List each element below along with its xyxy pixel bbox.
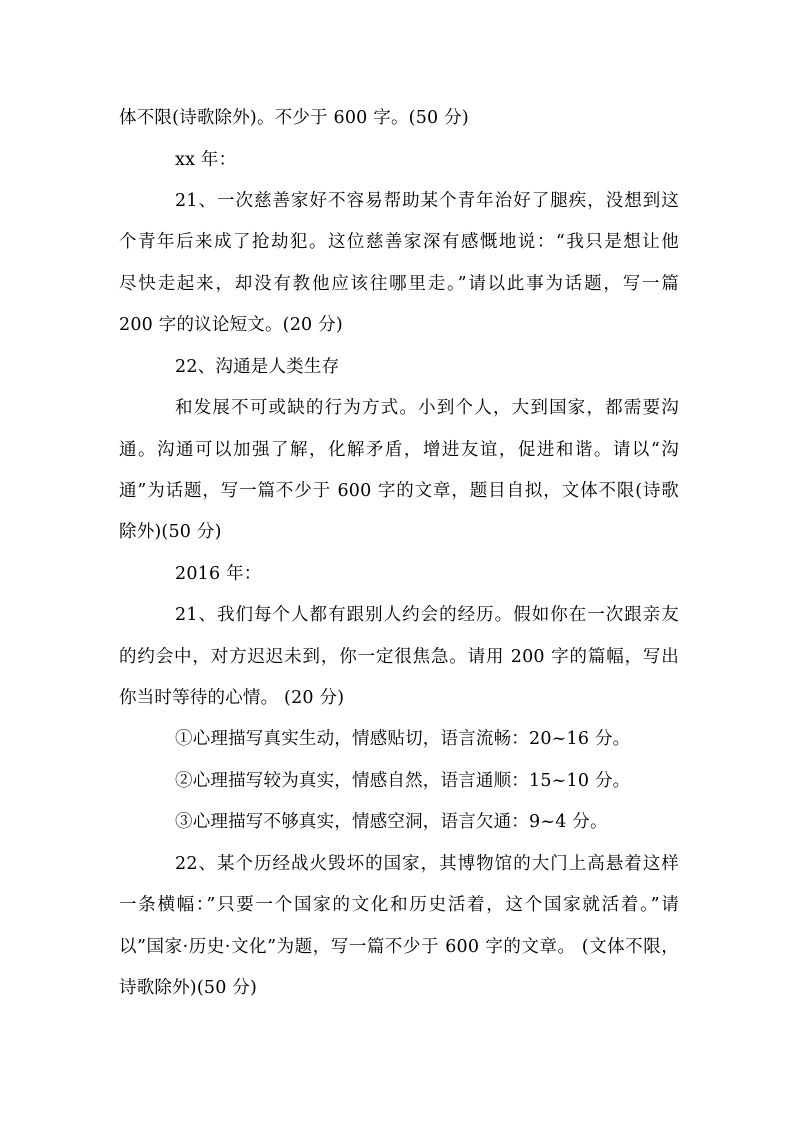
question-22-line: 22、某个历经战火毁坏的国家，其博物馆的大门上高悬着这样 [175, 854, 679, 874]
scoring-criterion: ③心理描写不够真实，情感空洞，语言欠通：9~4 分。 [175, 812, 608, 832]
scoring-criterion: ②心理描写较为真实，情感自然，语言通顺：15~10 分。 [175, 771, 631, 791]
text-line: 诗歌除外)(50 分) [119, 978, 258, 998]
text-line: 尽快走起来，却没有教他应该往哪里走。”请以此事为话题，写一篇 [119, 274, 679, 294]
text-line: 除外)(50 分) [119, 522, 222, 542]
year-heading: xx 年： [175, 150, 237, 170]
text-line: 你当时等待的心情。 (20 分) [119, 688, 345, 708]
text-line: 以”国家·历史·文化”为题，写一篇不少于 600 字的文章。 (文体不限， [119, 937, 679, 957]
text-line: 通”为话题，写一篇不少于 600 字的文章，题目自拟，文体不限(诗歌 [119, 481, 679, 501]
year-heading: 2016 年： [175, 564, 262, 584]
text-line: 通。沟通可以加强了解，化解矛盾，增进友谊，促进和谐。请以“沟 [119, 440, 679, 460]
question-22-line: 22、沟通是人类生存 [175, 357, 340, 377]
text-line: 和发展不可或缺的行为方式。小到个人，大到国家，都需要沟 [175, 398, 679, 418]
text-line: 个青年后来成了抢劫犯。这位慈善家深有感慨地说：“我只是想让他 [119, 232, 679, 252]
scoring-criterion: ①心理描写真实生动，情感贴切，语言流畅：20~16 分。 [175, 729, 631, 749]
text-line: 200 字的议论短文。(20 分) [119, 315, 343, 335]
question-21-line: 21、一次慈善家好不容易帮助某个青年治好了腿疾，没想到这 [175, 191, 679, 211]
question-21-line: 21、我们每个人都有跟别人约会的经历。假如你在一次跟亲友 [175, 605, 679, 625]
text-line: 体不限(诗歌除外)。不少于 600 字。(50 分) [119, 108, 469, 128]
text-line: 的约会中，对方迟迟未到，你一定很焦急。请用 200 字的篇幅，写出 [119, 647, 679, 667]
text-line: 一条横幅：”只要一个国家的文化和历史活着，这个国家就活着。”请 [119, 895, 679, 915]
